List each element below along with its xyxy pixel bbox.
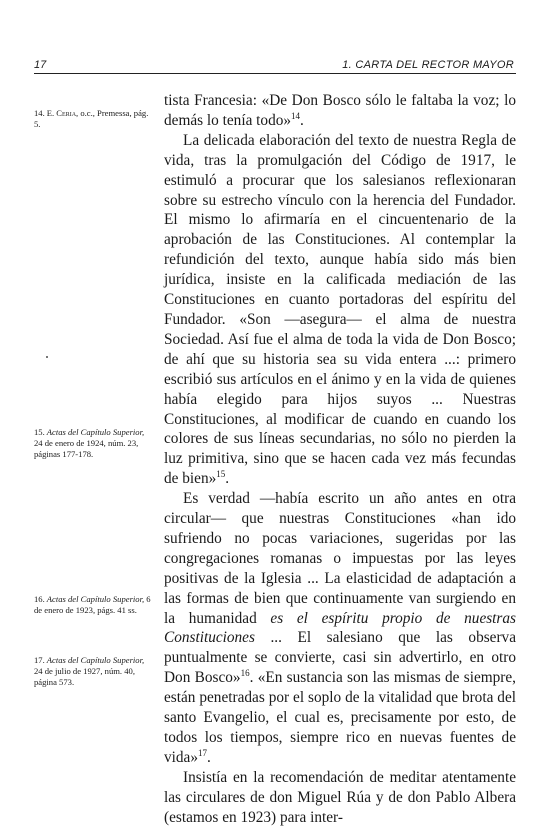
body-text <box>164 91 516 828</box>
footnote-text: 24 de julio de 1927, núm. 40, página 573. <box>34 666 135 687</box>
paragraph-4: Insistía en la recomendación de meditar atentamente las circulares de don Miguel Rúa y de don Pablo Albera (estamos en 1923) para inter- <box>164 768 516 826</box>
page-number: 17 <box>34 59 47 71</box>
paragraph-text: La delicada elaboración del texto de nuestra Regla de vida, tras la promulgación del Código de 1917, le estimuló a procurar que los salesianos reflexionaran sobre su estrecho vínculo con la herencia del Fundador. El mismo lo afirmaría en el cincuentenario de la aprobación de las Constituciones. Al contemplar la refundición del texto, aunque había sido más bien jurídica, insiste en la calificada mediación de las Constituciones en cuanto portadoras del espíritu del Fundador. «Son —asegura— el alma de nuestra Sociedad. Así fue el alma de toda la vida de Don Bosco; de ahí que su historia sea su vida entera ...: primero escribió sus artículos en el ánimo y en la vida de quienes había elegido para hijos suyos ... Nuestras Constituciones, al modificar de cuando en cuando los colores de sus líneas secundarias, no sólo no pierden la luz primitiva, sino que se hacen cada vez más fecundas de bien» <box>164 131 516 488</box>
footnote-title: Actas del Capítulo Superior, <box>46 594 145 604</box>
running-header <box>34 57 516 74</box>
paragraph-text: tista Francesia: «De Don Bosco sólo le faltaba la voz; lo demás lo tenía todo» <box>164 92 516 129</box>
running-title: 1. CARTA DEL RECTOR MAYOR <box>342 59 514 71</box>
paragraph-text: . <box>225 470 230 488</box>
footnote-number: 15. <box>34 427 45 437</box>
footnote-15 <box>34 427 152 460</box>
paragraph-text: ... El salesiano que las observa puntualmente se convierte, casi sin advertirlo, en otro Don Bosco» <box>164 629 516 687</box>
paragraph-text: . <box>300 111 304 129</box>
margin-mark <box>46 356 48 358</box>
footnote-number: 17. <box>34 655 45 665</box>
paragraph-2 <box>164 131 516 489</box>
footnote-ref-15: 15 <box>216 469 226 480</box>
emphasis-text: es el espíritu propio de nuestras Constituciones <box>164 609 516 647</box>
footnote-ref-17: 17 <box>198 747 207 758</box>
paragraph-3 <box>164 489 516 768</box>
footnote-number: 16. <box>34 594 45 604</box>
footnote-text: 6 de enero de 1923, págs. 41 ss. <box>34 594 151 615</box>
paragraph-text: . «En sustancia son las mismas de siempre, están penetradas por el soplo de la vitalidad que brota del santo Evangelio, el cual es, precisamente por esto, de todos los tiempos, siempre rico en nuevas fuentes de vida» <box>164 669 516 766</box>
footnote-text: 24 de enero de 1924, núm. 23, páginas 177-178. <box>34 438 139 459</box>
footnote-16 <box>34 594 152 616</box>
footnote-17 <box>34 655 152 688</box>
footnote-title: Actas del Capítulo Superior, <box>46 655 145 665</box>
footnote-ref-14: 14 <box>291 110 301 121</box>
footnote-author: E. Ceria, <box>46 108 79 118</box>
footnote-title: Actas del Capítulo Superior, <box>46 427 145 437</box>
footnote-number: 14. <box>34 108 45 118</box>
paragraph-text: . <box>207 748 211 766</box>
footnote-text: o.c., Premessa, pág. 5. <box>34 108 149 129</box>
paragraph-text: Es verdad —había escrito un año antes en otra circular— que nuestras Constituciones «han ido sufriendo no pocas variaciones, sugeridas por las congregaciones romanas o impuestas por las leyes positivas de la Iglesia ... La elasticidad de adaptación a las formas de bien que continuamente van surgiendo en la humanidad <box>164 490 516 627</box>
footnote-ref-16: 16 <box>240 668 250 679</box>
paragraph-1 <box>164 91 516 131</box>
footnote-14 <box>34 108 152 130</box>
